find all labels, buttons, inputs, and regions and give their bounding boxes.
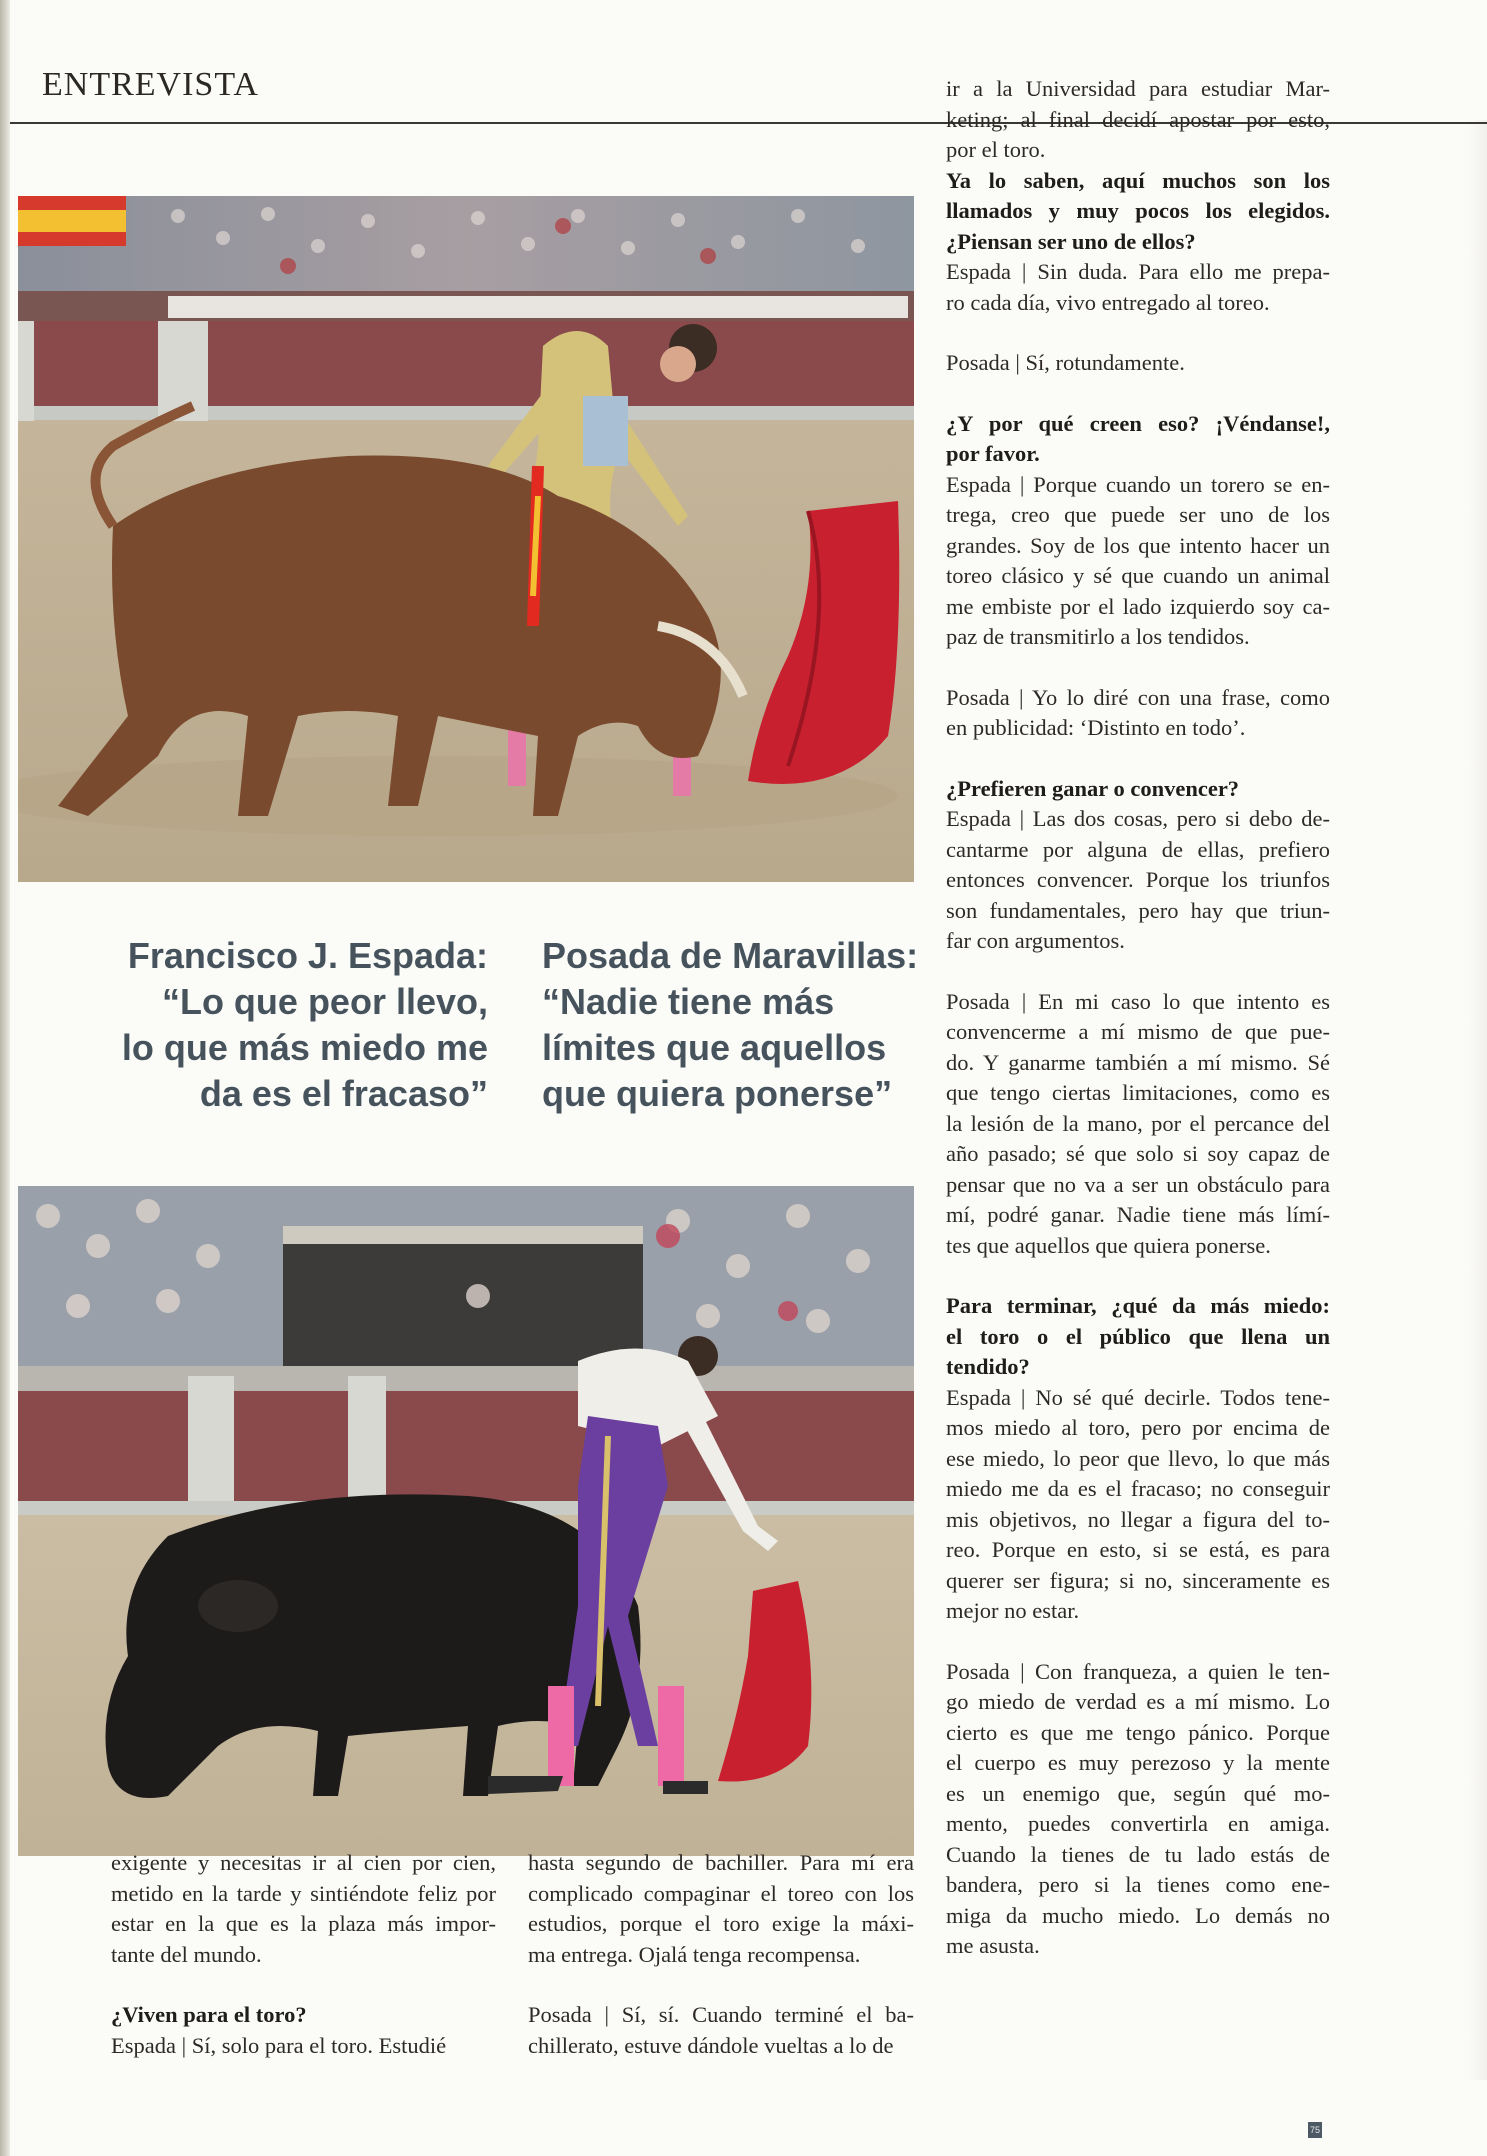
text-line: el toro o el público que llena un — [946, 1323, 1330, 1349]
paragraph-gap — [946, 957, 1330, 987]
text-line: go miedo de verdad es a mí mismo. Lo — [946, 1689, 1330, 1714]
text-line: convencerme a mí mismo de que pue- — [946, 1019, 1330, 1044]
article-column-bottom-right — [528, 1848, 914, 2061]
text-line: grandes. Soy de los que intento hacer un — [946, 532, 1330, 558]
text-line: bandera, pero si la tienes como ene- — [946, 1872, 1330, 1897]
text-line: do. Y ganarme también a mí mismo. Sé — [946, 1049, 1330, 1075]
interview-answer — [946, 683, 1330, 744]
page-binding-edge — [0, 0, 10, 2156]
text-line: paz de transmitirlo a los tendidos. — [946, 624, 1250, 649]
text-line: Posada | En mi caso lo que intento es — [946, 988, 1330, 1014]
interview-answer — [946, 74, 1330, 166]
text-line: tante del mundo. — [111, 1941, 262, 1967]
text-line: Espada | Porque cuando un torero se en- — [946, 471, 1330, 497]
photo-bullfight-black-bull — [18, 1186, 914, 1856]
pull-quote-line: que quiera ponerse” — [542, 1073, 893, 1114]
interview-answer — [111, 2031, 496, 2062]
pull-quote-posada — [542, 933, 919, 1117]
text-line: ir a la Universidad para estudiar Mar- — [946, 76, 1330, 101]
text-line: mento, puedes convertirla en amiga. — [946, 1811, 1330, 1836]
text-line: Espada | No sé qué decirle. Todos tene- — [946, 1384, 1330, 1410]
text-line: Espada | Sin duda. Para ello me prepa- — [946, 259, 1330, 284]
section-label: ENTREVISTA — [42, 66, 259, 103]
page-number: 75 — [1308, 2122, 1322, 2138]
pull-quote-line: “Nadie tiene más — [542, 981, 835, 1022]
text-line: llamados y muy pocos los elegidos. — [946, 198, 1330, 223]
interview-answer — [946, 1657, 1330, 1962]
text-line: entonces convencer. Porque los triunfos — [946, 867, 1330, 892]
text-line: hasta segundo de bachiller. Para mí era — [528, 1850, 914, 1875]
text-line: por el toro. — [946, 137, 1046, 162]
text-line: cantarme por alguna de ellas, prefiero — [946, 836, 1330, 862]
text-line: año pasado; sé que solo si soy capaz de — [946, 1141, 1330, 1166]
photo-bullfight-brown-bull — [18, 196, 914, 882]
text-line: exigente y necesitas ir al cien por cien, — [111, 1850, 496, 1875]
paragraph-gap — [946, 653, 1330, 683]
text-line: mejor no estar. — [946, 1598, 1080, 1623]
interview-question — [946, 166, 1330, 258]
pull-quote-line: “Lo que peor llevo, — [161, 981, 488, 1022]
text-line: ¿Viven para el toro? — [111, 2002, 307, 2027]
text-line: estar en la que es la plaza más impor- — [111, 1911, 496, 1936]
text-line: Cuando la tienes de tu lado estás de — [946, 1841, 1330, 1867]
text-line: la lesión de la mano, por el percance del — [946, 1110, 1330, 1136]
pull-quote-espada — [120, 933, 488, 1117]
interview-answer — [946, 804, 1330, 957]
text-line: complicado compaginar el toreo con los — [528, 1880, 914, 1906]
article-column-bottom-left — [111, 1848, 496, 2061]
text-line: Posada | Yo lo diré con una frase, como — [946, 684, 1330, 710]
paragraph-gap — [946, 379, 1330, 409]
text-line: ro cada día, vivo entregado al toreo. — [946, 289, 1270, 315]
text-line: ¿Piensan ser uno de ellos? — [946, 228, 1196, 254]
text-line: ese miedo, lo peor que llevo, lo que más — [946, 1445, 1330, 1471]
text-line: cierto es que me tengo pánico. Porque — [946, 1719, 1330, 1745]
interview-answer — [946, 470, 1330, 653]
interview-answer — [528, 2000, 914, 2061]
text-line: metido en la tarde y sintiéndote feliz por — [111, 1880, 496, 1906]
article-column-right — [946, 74, 1330, 1962]
text-line: tendido? — [946, 1354, 1030, 1379]
pull-quote-line: Posada de Maravillas: — [542, 935, 919, 976]
text-line: mí, podré ganar. Nadie tiene más límí- — [946, 1202, 1330, 1227]
text-line: pensar que no va a ser un obstáculo para — [946, 1171, 1330, 1197]
text-line: son fundamentales, pero hay que triun- — [946, 897, 1330, 923]
paragraph-gap — [946, 1627, 1330, 1657]
text-line: miedo me da es el fracaso; no conseguir — [946, 1476, 1330, 1501]
interview-answer — [111, 1848, 496, 1970]
text-line: trega, creo que puede ser uno de los — [946, 502, 1330, 527]
text-line: estudios, porque el toro exige la máxi- — [528, 1911, 914, 1936]
pull-quote-line: límites que aquellos — [542, 1027, 887, 1068]
text-line: por favor. — [946, 441, 1040, 466]
text-line: Para terminar, ¿qué da más miedo: — [946, 1293, 1330, 1318]
text-line: tes que aquellos que quiera ponerse. — [946, 1232, 1271, 1258]
interview-question — [946, 774, 1330, 805]
text-line: que tengo ciertas limitaciones, como es — [946, 1080, 1330, 1105]
text-line: querer ser figura; si no, sinceramente es — [946, 1567, 1330, 1593]
interview-answer — [946, 1383, 1330, 1627]
text-line: Espada | Las dos cosas, pero si debo de- — [946, 806, 1330, 831]
text-line: toreo clásico y sé que cuando un animal — [946, 563, 1330, 588]
text-line: keting; al final decidí apostar por esto, — [946, 106, 1330, 132]
paragraph-gap — [528, 1970, 914, 2000]
interview-answer — [946, 987, 1330, 1262]
text-line: mis objetivos, no llegar a figura del to- — [946, 1506, 1330, 1532]
text-line: ma entrega. Ojalá tenga recompensa. — [528, 1941, 861, 1967]
text-line: ¿Y por qué creen eso? ¡Véndanse!, — [946, 410, 1330, 436]
text-line: miga da mucho miedo. Lo demás no — [946, 1902, 1330, 1928]
text-line: Ya lo saben, aquí muchos son los — [946, 167, 1330, 193]
interview-answer — [528, 1848, 914, 1970]
interview-answer — [946, 348, 1330, 379]
text-line: me asusta. — [946, 1933, 1040, 1958]
text-line: reo. Porque en esto, si se está, es para — [946, 1537, 1330, 1562]
paragraph-gap — [111, 1970, 496, 2000]
text-line: Posada | Sí, sí. Cuando terminé el ba- — [528, 2002, 914, 2027]
interview-question — [946, 409, 1330, 470]
page-edge-shadow — [1467, 120, 1487, 2080]
text-line: far con argumentos. — [946, 928, 1125, 953]
text-line: Espada | Sí, solo para el toro. Estudié — [111, 2032, 447, 2058]
paragraph-gap — [946, 1261, 1330, 1291]
interview-question — [111, 2000, 496, 2031]
text-line: me embiste por el lado izquierdo soy ca- — [946, 593, 1330, 619]
pull-quote-line: Francisco J. Espada: — [127, 935, 488, 976]
text-line: en publicidad: ‘Distinto en todo’. — [946, 715, 1246, 740]
paragraph-gap — [946, 318, 1330, 348]
text-line: el cuerpo es muy perezoso y la mente — [946, 1750, 1330, 1775]
text-line: Posada | Sí, rotundamente. — [946, 350, 1185, 375]
interview-question — [946, 1291, 1330, 1383]
interview-answer — [946, 257, 1330, 318]
text-line: ¿Prefieren ganar o convencer? — [946, 775, 1240, 801]
pull-quote-line: lo que más miedo me — [121, 1027, 488, 1068]
text-line: es un enemigo que, según qué mo- — [946, 1780, 1330, 1806]
text-line: Posada | Con franqueza, a quien le ten- — [946, 1658, 1330, 1684]
text-line: chillerato, estuve dándole vueltas a lo de — [528, 2032, 894, 2058]
paragraph-gap — [946, 744, 1330, 774]
text-line: mos miedo al toro, pero por encima de — [946, 1415, 1330, 1440]
pull-quote-line: da es el fracaso” — [199, 1073, 488, 1114]
